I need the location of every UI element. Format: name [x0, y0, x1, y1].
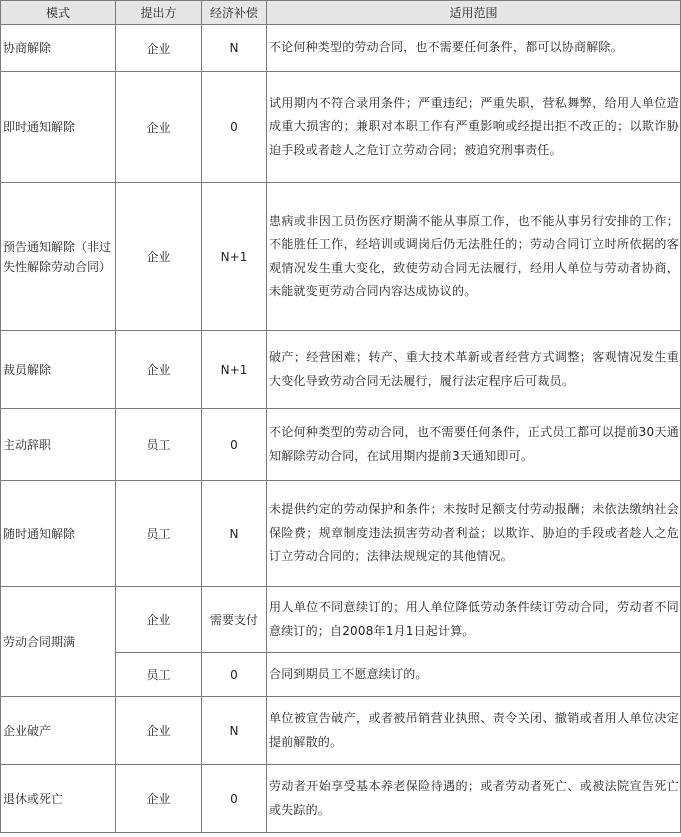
- party-cell: 企业: [116, 697, 202, 765]
- party-cell: 企业: [116, 587, 202, 653]
- mode-cell: 主动辞职: [1, 409, 116, 481]
- table-row: [1, 481, 681, 587]
- table-row: [1, 25, 681, 72]
- mode-cell: 退休或死亡: [1, 765, 116, 833]
- table-row: [1, 409, 681, 481]
- mode-cell: 预告通知解除（非过失性解除劳动合同）: [1, 183, 116, 331]
- scope-cell: 用人单位不同意续订的；用人单位降低劳动条件续订劳动合同，劳动者不同意续订的；自2008年1月1日起计算。: [267, 587, 681, 653]
- party-cell: 企业: [116, 765, 202, 833]
- party-cell: 企业: [116, 183, 202, 331]
- compensation-cell: N+1: [202, 183, 267, 331]
- mode-cell: 劳动合同期满: [1, 587, 116, 697]
- header-compensation: 经济补偿: [202, 1, 267, 25]
- party-cell: 企业: [116, 25, 202, 72]
- scope-cell: 合同到期员工不愿意续订的。: [267, 653, 681, 697]
- compensation-cell: N: [202, 25, 267, 72]
- mode-cell: 随时通知解除: [1, 481, 116, 587]
- mode-cell: 裁员解除: [1, 331, 116, 409]
- table-row: [1, 183, 681, 331]
- compensation-cell: N+1: [202, 331, 267, 409]
- header-scope: 适用范围: [267, 1, 681, 25]
- scope-cell: 破产；经营困难；转产、重大技术革新或者经营方式调整；客观情况发生重大变化导致劳动合同无法履行，履行法定程序后可裁员。: [267, 331, 681, 409]
- party-cell: 员工: [116, 481, 202, 587]
- table-row: [1, 72, 681, 183]
- mode-cell: 企业破产: [1, 697, 116, 765]
- header-mode: 模式: [1, 1, 116, 25]
- scope-cell: 患病或非因工员伤医疗期满不能从事原工作，也不能从事另行安排的工作；不能胜任工作，经培训或调岗后仍无法胜任的；劳动合同订立时所依据的客观情况发生重大变化，致使劳动合同无法履行，经用人单位与劳动者协商，未能就变更劳动合同内容达成协议的。: [267, 183, 681, 331]
- header-party: 提出方: [116, 1, 202, 25]
- table-row: [1, 765, 681, 833]
- compensation-cell: 0: [202, 653, 267, 697]
- header-row: [1, 1, 681, 25]
- compensation-cell: 0: [202, 409, 267, 481]
- party-cell: 企业: [116, 72, 202, 183]
- scope-cell: 未提供约定的劳动保护和条件；未按时足额支付劳动报酬；未依法缴纳社会保险费；规章制度违法损害劳动者利益；以欺诈、胁迫的手段或者趁人之危订立劳动合同的；法律法规规定的其他情况。: [267, 481, 681, 587]
- compensation-cell: 需要支付: [202, 587, 267, 653]
- table-row: [1, 587, 681, 653]
- compensation-cell: 0: [202, 765, 267, 833]
- scope-cell: 劳动者开始享受基本养老保险待遇的；或者劳动者死亡、或被法院宣告死亡或失踪的。: [267, 765, 681, 833]
- mode-cell: 协商解除: [1, 25, 116, 72]
- table-row: [1, 697, 681, 765]
- compensation-cell: N: [202, 697, 267, 765]
- compensation-cell: 0: [202, 72, 267, 183]
- table-row: [1, 331, 681, 409]
- scope-cell: 试用期内不符合录用条件；严重违纪；严重失职，营私舞弊，给用人单位造成重大损害的；兼职对本职工作有严重影响或经提出拒不改正的；以欺诈胁迫手段或者趁人之危订立劳动合同；被追究刑事责任。: [267, 72, 681, 183]
- party-cell: 企业: [116, 331, 202, 409]
- party-cell: 员工: [116, 653, 202, 697]
- compensation-cell: N: [202, 481, 267, 587]
- party-cell: 员工: [116, 409, 202, 481]
- mode-cell: 即时通知解除: [1, 72, 116, 183]
- scope-cell: 不论何种类型的劳动合同，也不需要任何条件，都可以协商解除。: [267, 25, 681, 72]
- scope-cell: 不论何种类型的劳动合同，也不需要任何条件，正式员工都可以提前30天通知解除劳动合同，在试用期内提前3天通知即可。: [267, 409, 681, 481]
- scope-cell: 单位被宣告破产，或者被吊销营业执照、责令关闭、撤销或者用人单位决定提前解散的。: [267, 697, 681, 765]
